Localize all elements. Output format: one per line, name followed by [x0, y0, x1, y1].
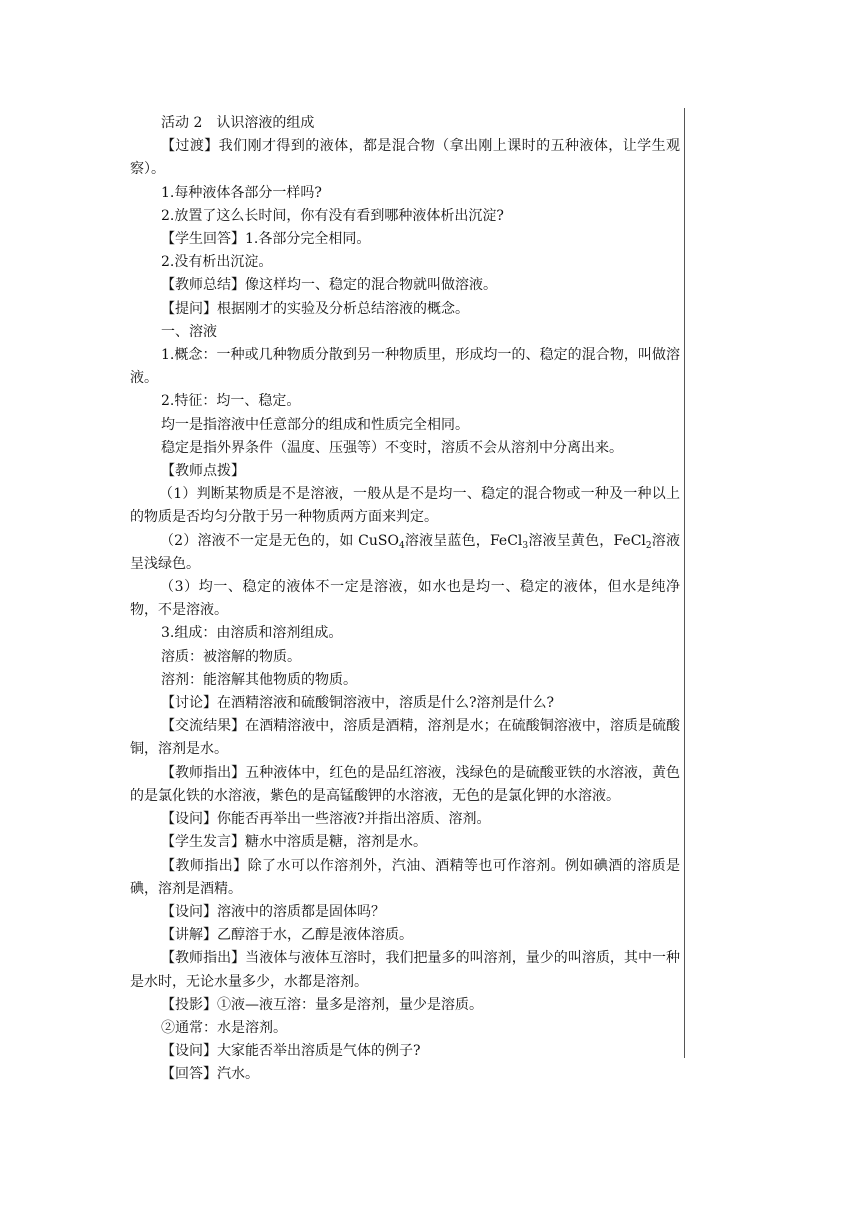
guidance-point-2-b: 溶液呈蓝色，FeCl: [404, 532, 523, 549]
discussion: 【讨论】在酒精溶液和硫酸铜溶液中，溶质是什么?溶剂是什么?: [161, 695, 555, 712]
teacher-points-out-1: 【教师指出】五种液体中，红色的是品红溶液，浅绿色的是硫酸亚铁的水溶液，黄色的是氯化铁的水溶液，紫色的是高锰酸钾的水溶液，无色的是氯化钾的水溶液。: [130, 764, 680, 804]
fecl2-subscript: 2: [645, 540, 652, 551]
question-1: 1.每种液体各部分一样吗?: [161, 184, 322, 201]
solvent-definition: 溶剂：能溶解其他物质的物质。: [161, 671, 357, 688]
question-prompt: 【提问】根据刚才的实验及分析总结溶液的概念。: [161, 300, 469, 317]
question-ask-2: 【设问】溶液中的溶质都是固体吗？: [161, 903, 385, 920]
answer: 【回答】汽水。: [161, 1066, 259, 1083]
teacher-guidance-heading: 【教师点拨】: [161, 463, 245, 480]
uniformity-definition: 均一是指溶液中任意部分的组成和性质完全相同。: [161, 416, 469, 433]
guidance-point-1: （1）判断某物质是不是溶液，一般从是不是均一、稳定的混合物或一种及一种以上的物质是否均匀分散于另一种物质两方面来判定。: [130, 486, 680, 526]
guidance-point-2-d: 溶液呈浅绿色。: [130, 532, 680, 572]
teacher-points-out-3: 【教师指出】当液体与液体互溶时，我们把量多的叫溶剂，量少的叫溶质，其中一种是水时，无论水量多少，水都是溶剂。: [130, 950, 680, 990]
stability-definition: 稳定是指外界条件（温度、压强等）不变时，溶质不会从溶剂中分离出来。: [161, 439, 623, 456]
exchange-result: 【交流结果】在酒精溶液中，溶质是酒精，溶剂是水；在硫酸铜溶液中，溶质是硫酸铜，溶剂是水。: [130, 718, 680, 758]
guidance-point-2-c: 溶液呈黄色，FeCl: [528, 532, 646, 549]
composition: 3.组成：由溶质和溶剂组成。: [161, 625, 343, 642]
cuso4-subscript: 4: [398, 540, 405, 551]
guidance-point-3: （3）均一、稳定的液体不一定是溶液，如水也是均一、稳定的液体，但水是纯净物，不是溶液。: [130, 579, 680, 619]
transition-paragraph: 【过渡】我们刚才得到的液体，都是混合物（拿出刚上课时的五种液体，让学生观察）。: [130, 138, 680, 178]
explanation: 【讲解】乙醇溶于水，乙醇是液体溶质。: [161, 927, 413, 944]
teacher-summary: 【教师总结】像这样均一、稳定的混合物就叫做溶液。: [161, 277, 497, 294]
question-ask-3: 【设问】大家能否举出溶质是气体的例子?: [161, 1043, 421, 1060]
table-border-right: [684, 108, 685, 1058]
student-speech: 【学生发言】糖水中溶质是糖，溶剂是水。: [161, 834, 427, 851]
fecl3-subscript: 3: [522, 540, 529, 551]
solute-definition: 溶质：被溶解的物质。: [161, 648, 301, 665]
lesson-content: [130, 112, 680, 1087]
question-2: 2.放置了这么长时间，你有没有看到哪种液体析出沉淀?: [161, 207, 504, 224]
question-ask-1: 【设问】你能否再举出一些溶液?并指出溶质、溶剂。: [161, 811, 491, 828]
concept-definition: 1.概念：一种或几种物质分散到另一种物质里，形成均一的、稳定的混合物，叫做溶液。: [130, 347, 680, 387]
student-answer-2: 2.没有析出沉淀。: [161, 254, 273, 271]
activity-heading: 活动 2 认识溶液的组成: [161, 115, 315, 131]
projection-2: ②通常：水是溶剂。: [161, 1019, 287, 1036]
section-heading-solution: 一、溶液: [161, 323, 217, 340]
student-answer: 【学生回答】1.各部分完全相同。: [161, 231, 371, 248]
characteristics: 2.特征：均一、稳定。: [161, 393, 301, 410]
projection: 【投影】①液—液互溶：量多是溶剂，量少是溶质。: [161, 996, 483, 1013]
guidance-point-2-a: （2）溶液不一定是无色的，如 CuSO: [160, 532, 399, 549]
teacher-points-out-2: 【教师指出】除了水可以作溶剂外，汽油、酒精等也可作溶剂。例如碘酒的溶质是碘，溶剂是酒精。: [130, 857, 680, 897]
guidance-point-2: [130, 530, 680, 576]
